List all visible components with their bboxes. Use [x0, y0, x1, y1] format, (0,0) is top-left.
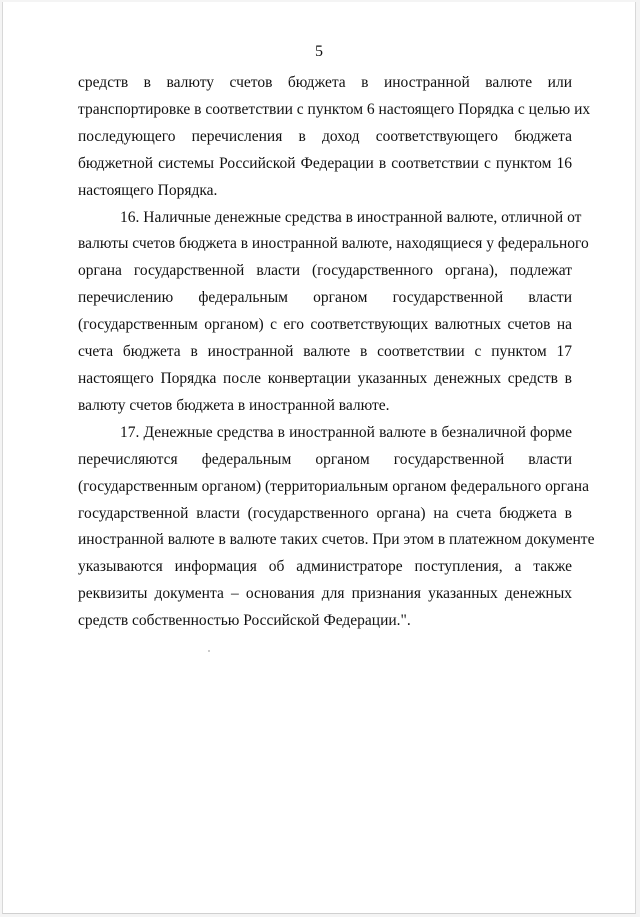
text-line: валюты счетов бюджета в иностранной валюте, находящиеся у федерального [78, 235, 589, 253]
text-line: настоящего Порядка после конвертации указанных денежных средств в [78, 369, 572, 387]
text-line: 16. Наличные денежные средства в иностранной валюте, отличной от [120, 208, 582, 226]
text-line: (государственным органом) с его соответствующих валютных счетов на [78, 316, 572, 334]
document-page [2, 2, 636, 914]
text-line: последующего перечисления в доход соответствующего бюджета [78, 127, 572, 145]
text-line: бюджетной системы Российской Федерации в соответствии с пунктом 16 [78, 154, 572, 172]
paragraph-16 [78, 205, 589, 420]
text-line: настоящего Порядка. [78, 181, 218, 199]
page-number: 5 [315, 43, 323, 60]
text-line: иностранной валюте в валюте таких счетов. При этом в платежном документе [78, 531, 595, 549]
text-line: государственной власти (государственного органа) на счета бюджета в [78, 504, 572, 522]
text-line: валюту счетов бюджета в иностранной валюте. [78, 396, 390, 414]
text-line: органа государственной власти (государственного органа), подлежат [78, 262, 572, 280]
paragraph-continuation [78, 70, 591, 205]
text-line: средств собственностью Российской Федерации.". [78, 612, 411, 630]
text-line: средств в валюту счетов бюджета в иностранной валюте или [78, 74, 572, 91]
text-line: транспортировке в соответствии с пунктом 6 настоящего Порядка с целью их [78, 100, 591, 118]
text-line: счета бюджета в иностранной валюте в соответствии с пунктом 17 [78, 343, 572, 361]
text-line: (государственным органом) (территориальным органом федерального органа [78, 477, 589, 495]
text-line: 17. Денежные средства в иностранной валюте в безналичной форме [120, 423, 572, 441]
text-line: перечисляются федеральным органом государственной власти [78, 450, 572, 468]
document-body [78, 70, 595, 635]
scan-speck [208, 650, 210, 652]
text-line: указываются информация об администраторе поступления, а также [78, 558, 572, 576]
text-line: перечислению федеральным органом государственной власти [78, 289, 572, 307]
text-line: реквизиты документа – основания для признания указанных денежных [78, 585, 572, 603]
paragraph-17 [78, 420, 595, 635]
